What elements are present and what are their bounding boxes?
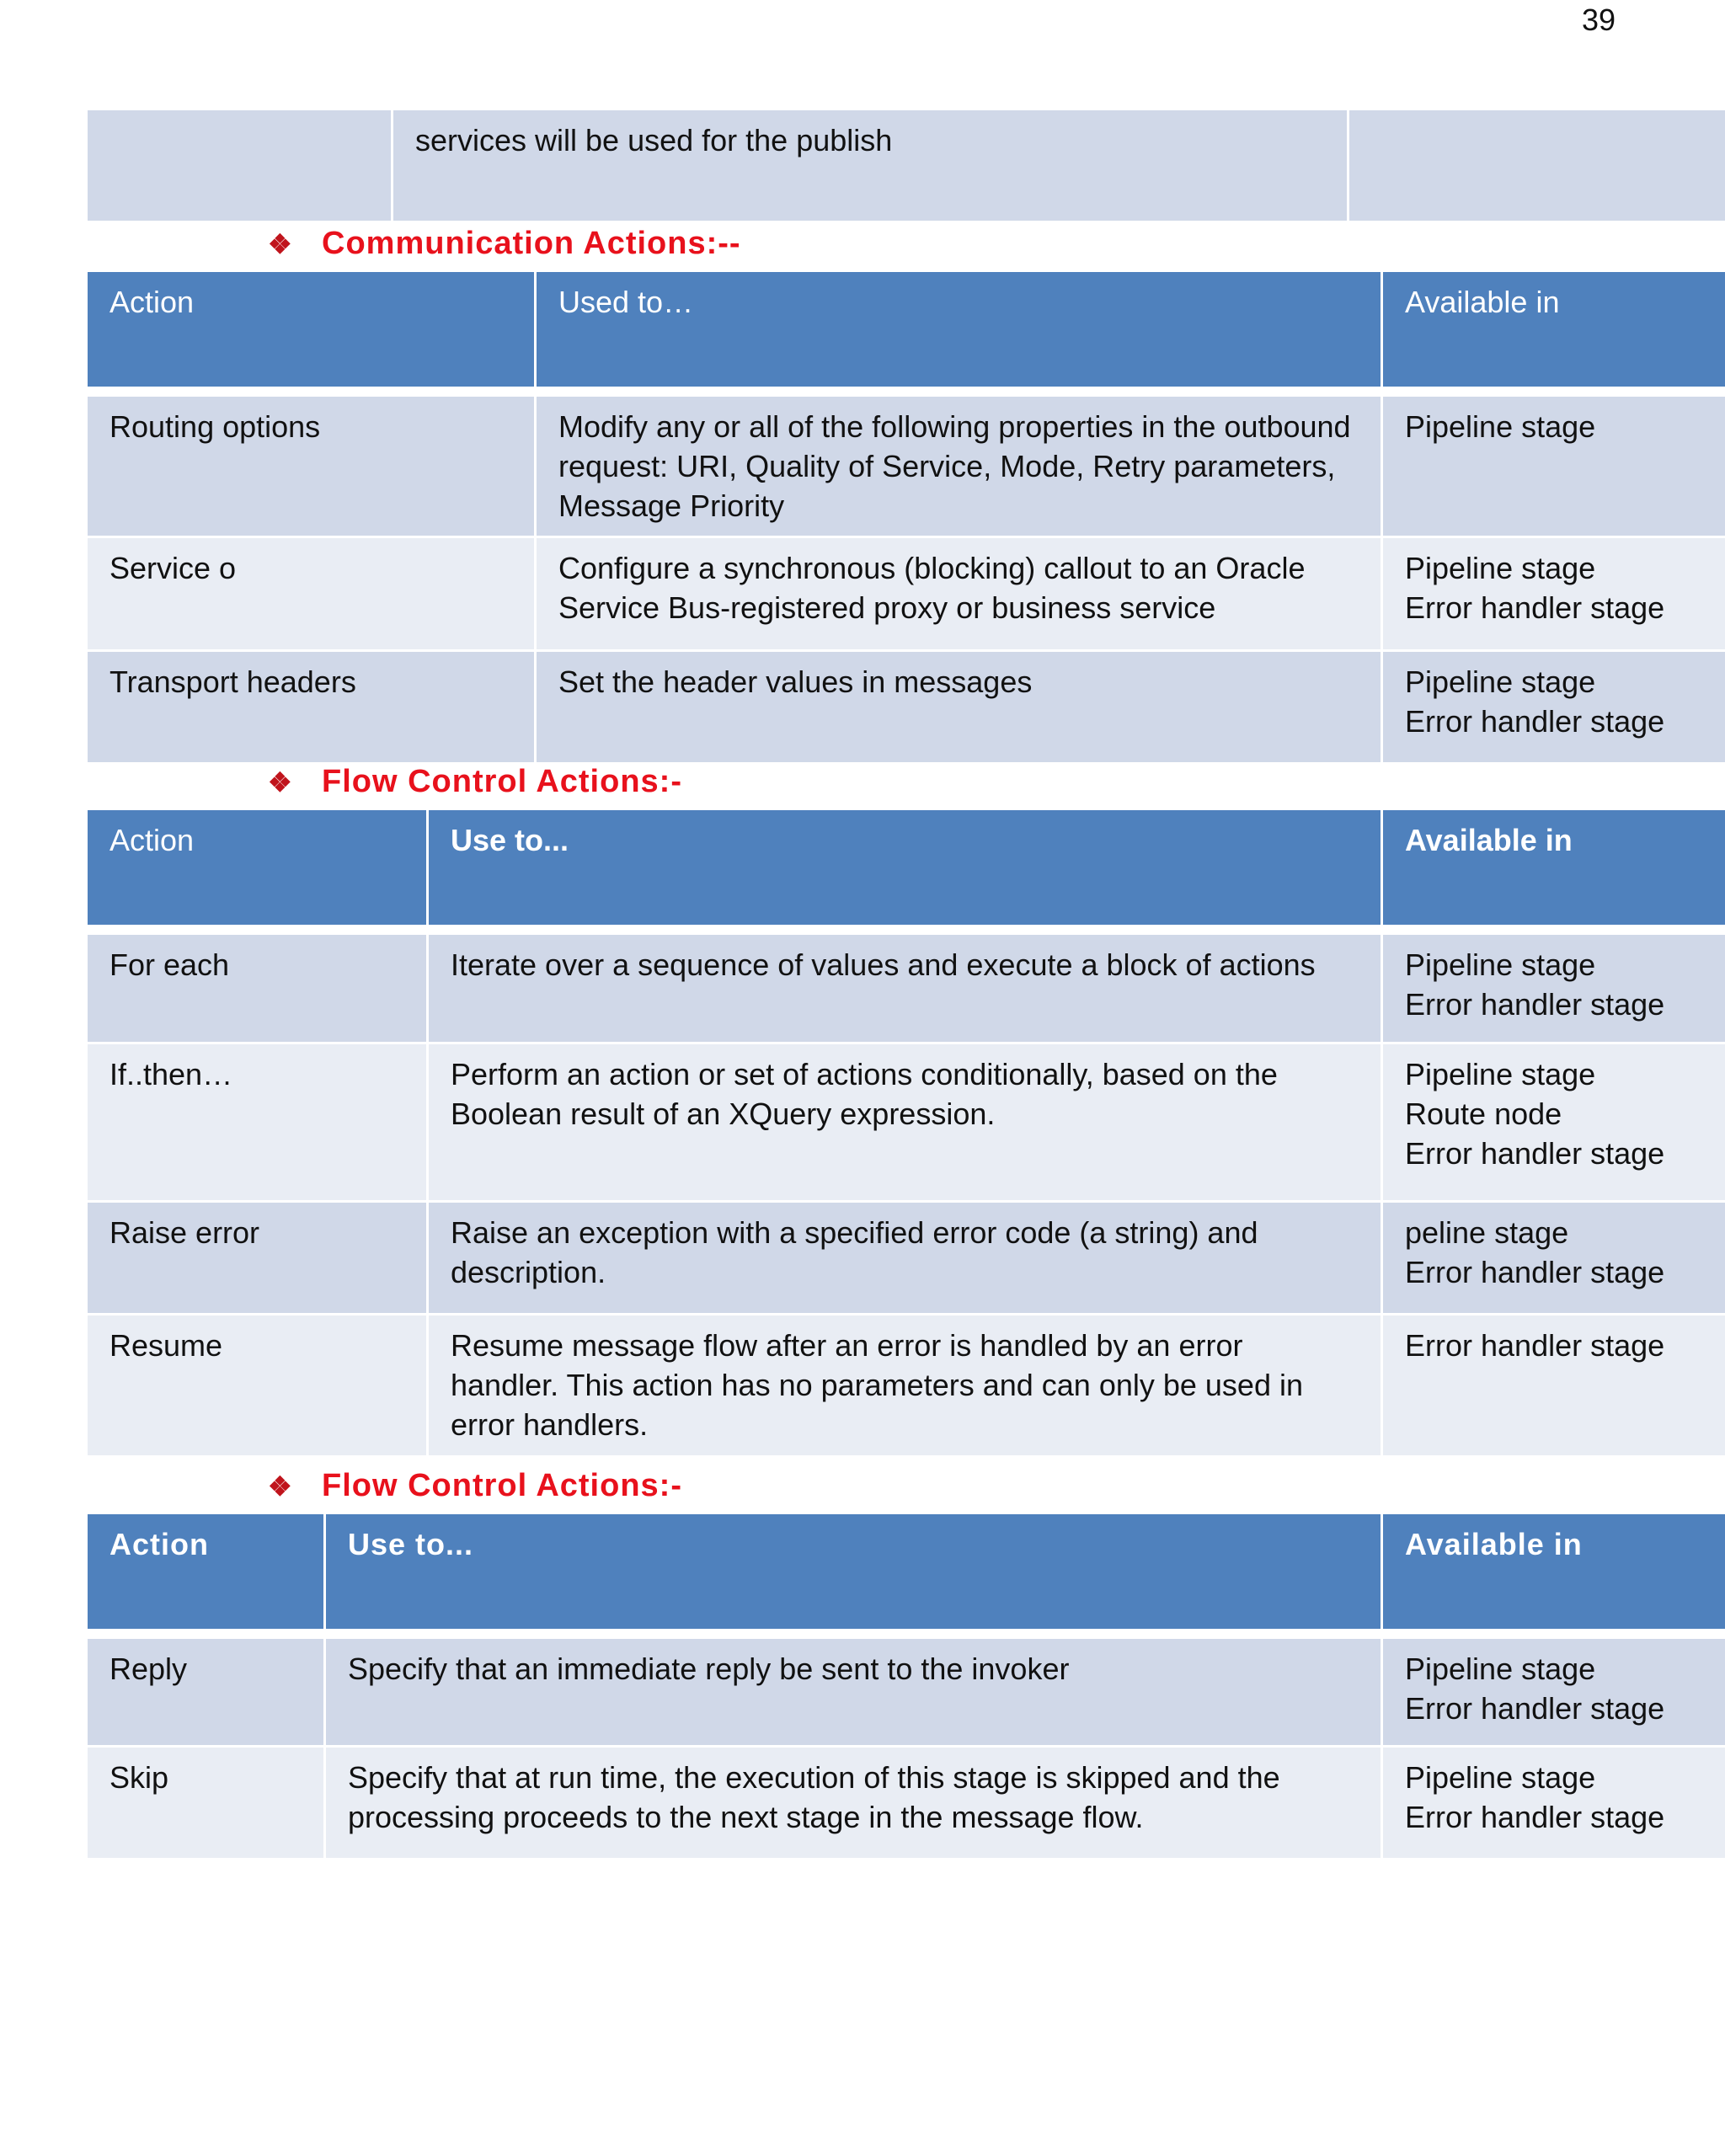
- column-header: Action: [87, 271, 536, 392]
- table-row: [87, 650, 1725, 763]
- section-heading-flow-control-2: [268, 1465, 682, 1507]
- column-header: Action: [87, 1513, 325, 1634]
- available-line: Error handler stage: [1405, 986, 1665, 1022]
- column-header: Use to...: [428, 809, 1382, 930]
- action-cell: Routing options: [87, 392, 536, 537]
- column-header: Available in: [1382, 271, 1725, 392]
- table-row: [87, 392, 1725, 537]
- action-cell: Service o: [87, 536, 536, 650]
- table-header-row: [87, 809, 1725, 930]
- action-cell: Resume: [87, 1315, 428, 1457]
- available-line: Error handler stage: [1405, 703, 1665, 739]
- flow-control-actions-table-2: [85, 1512, 1725, 1860]
- use-cell: Set the header values in messages: [536, 650, 1382, 763]
- available-cell: [1382, 1634, 1725, 1747]
- column-header: Action: [87, 809, 428, 930]
- available-cell: [1382, 650, 1725, 763]
- table-row: [87, 1202, 1725, 1315]
- available-cell: [1382, 392, 1725, 537]
- continuation-table: [85, 108, 1725, 223]
- section-heading-flow-control: [268, 761, 682, 803]
- use-cell: Specify that an immediate reply be sent to the invoker: [325, 1634, 1382, 1747]
- action-cell: If..then…: [87, 1043, 428, 1202]
- table-cell: services will be used for the publish: [393, 109, 1348, 222]
- available-cell: [1382, 536, 1725, 650]
- available-line: Pipeline stage: [1405, 1651, 1596, 1686]
- use-cell: Modify any or all of the following properties in the outbound request: URI, Quality of Service, Mode, Retry parameters, Message Priority: [536, 392, 1382, 537]
- available-line: Pipeline stage: [1405, 550, 1596, 585]
- section-heading-communication: [268, 223, 741, 264]
- use-cell: Resume message flow after an error is handled by an error handler. This action has no parameters and can only be used in error handlers.: [428, 1315, 1382, 1457]
- available-line: Pipeline stage: [1405, 947, 1596, 982]
- available-line: Pipeline stage: [1405, 664, 1596, 699]
- use-cell: Specify that at run time, the execution of this stage is skipped and the processing proceeds to the next stage in the message flow.: [325, 1747, 1382, 1860]
- available-line: peline stage: [1405, 1215, 1569, 1250]
- use-cell: Configure a synchronous (blocking) callout to an Oracle Service Bus-registered proxy or business service: [536, 536, 1382, 650]
- table-row: [87, 1043, 1725, 1202]
- available-cell: [1382, 930, 1725, 1043]
- available-cell: [1382, 1747, 1725, 1860]
- use-cell: Raise an exception with a specified error code (a string) and description.: [428, 1202, 1382, 1315]
- available-line: Error handler stage: [1405, 1255, 1665, 1289]
- section-title: Flow Control Actions:-: [322, 1468, 682, 1503]
- table-row: [87, 1315, 1725, 1457]
- table-row: [87, 930, 1725, 1043]
- section-title: Communication Actions:--: [322, 226, 741, 261]
- column-header: Used to…: [536, 271, 1382, 392]
- table-row: [87, 1747, 1725, 1860]
- table-cell: [1348, 109, 1725, 222]
- action-cell: Reply: [87, 1634, 325, 1747]
- table-row: [87, 109, 1725, 222]
- available-line: Pipeline stage: [1405, 408, 1596, 444]
- column-header: Available in: [1382, 809, 1725, 930]
- action-cell: Raise error: [87, 1202, 428, 1315]
- available-line: Error handler stage: [1405, 1690, 1665, 1726]
- available-line: Error handler stage: [1405, 1800, 1665, 1834]
- available-line: Error handler stage: [1405, 590, 1665, 625]
- page-number: 39: [1582, 3, 1616, 37]
- table-cell: [87, 109, 393, 222]
- available-line: Error handler stage: [1405, 1136, 1665, 1171]
- table-row: [87, 1634, 1725, 1747]
- available-line: Route node: [1405, 1097, 1562, 1131]
- available-line: Pipeline stage: [1405, 1760, 1596, 1795]
- diamond-bullet-icon: ❖: [268, 1471, 293, 1502]
- diamond-bullet-icon: ❖: [268, 767, 293, 798]
- available-line: Pipeline stage: [1405, 1057, 1596, 1091]
- available-cell: [1382, 1315, 1725, 1457]
- column-header: Available in: [1382, 1513, 1725, 1634]
- column-header: Use to...: [325, 1513, 1382, 1634]
- use-cell: Perform an action or set of actions conditionally, based on the Boolean result of an XQuery expression.: [428, 1043, 1382, 1202]
- diamond-bullet-icon: ❖: [268, 229, 293, 259]
- use-cell: Iterate over a sequence of values and execute a block of actions: [428, 930, 1382, 1043]
- available-cell: [1382, 1043, 1725, 1202]
- table-row: [87, 536, 1725, 650]
- action-cell: Transport headers: [87, 650, 536, 763]
- action-cell: Skip: [87, 1747, 325, 1860]
- available-cell: [1382, 1202, 1725, 1315]
- action-cell: For each: [87, 930, 428, 1043]
- table-header-row: [87, 1513, 1725, 1634]
- available-line: Error handler stage: [1405, 1328, 1665, 1363]
- section-title: Flow Control Actions:-: [322, 764, 682, 799]
- table-header-row: [87, 271, 1725, 392]
- communication-actions-table: [85, 270, 1725, 765]
- flow-control-actions-table: [85, 808, 1725, 1458]
